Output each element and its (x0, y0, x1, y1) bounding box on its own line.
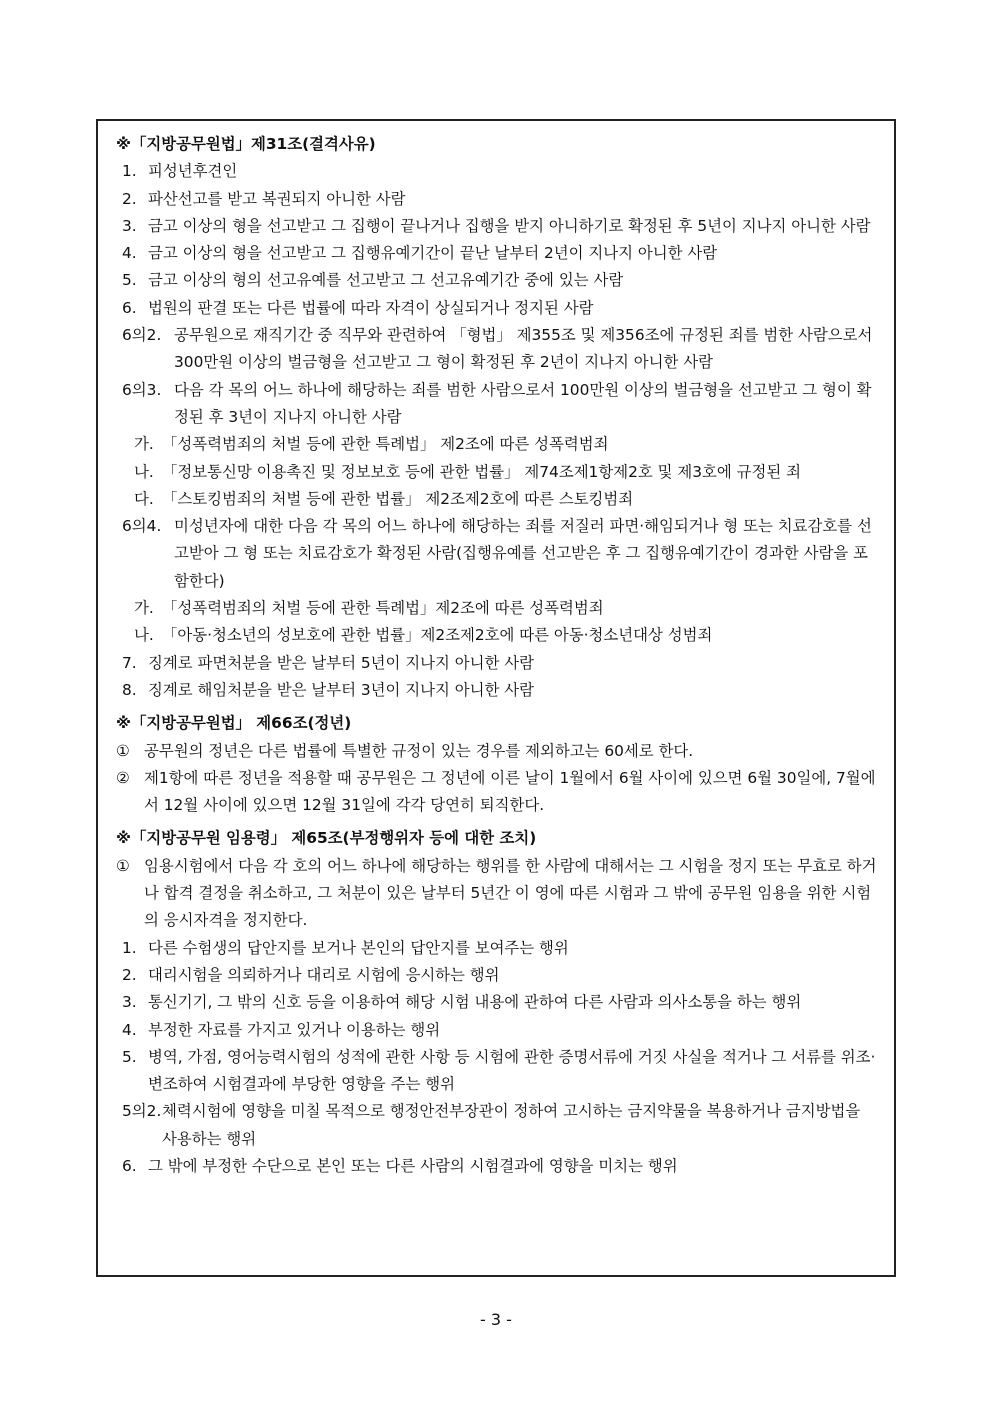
item-number: 나. (134, 626, 154, 645)
list-item (116, 738, 878, 765)
list-item (116, 1017, 878, 1044)
item-text: 다른 수험생의 답안지를 보거나 본인의 답안지를 보여주는 행위 (148, 938, 569, 957)
item-text: 금고 이상의 형의 선고유예를 선고받고 그 선고유예기간 중에 있는 사람 (148, 271, 624, 290)
item-text: 임용시험에서 다음 각 호의 어느 하나에 해당하는 행위를 한 사람에 대해서는 그 시험을 정지 또는 무효로 하거나 합격 결정을 취소하고, 그 처분이 있은 날부터 5년간 이 영에 따른 시험과 그 밖에 공무원 임용을 위한 시험의 응시자격을 정지한다. (144, 856, 877, 930)
list-item (116, 1044, 878, 1099)
item-number: 2. (122, 189, 137, 208)
item-number: 5의2. (122, 1102, 162, 1121)
law-excerpt-box (96, 119, 896, 1277)
list-item (116, 935, 878, 962)
item-number: 6의2. (122, 326, 162, 345)
item-text: 「성폭력범죄의 처벌 등에 관한 특례법」 제2조에 따른 성폭력범죄 (162, 435, 609, 454)
section-heading-decree65: ※「지방공무원 임용령」 제65조(부정행위자 등에 대한 조치) (116, 829, 537, 848)
item-text: 다음 각 목의 어느 하나에 해당하는 죄를 범한 사람으로서 100만원 이상의 벌금형을 선고받고 그 형이 확정된 후 3년이 지나지 아니한 사람 (174, 380, 872, 426)
item-text: 「성폭력범죄의 처벌 등에 관한 특례법」제2조에 따른 성폭력범죄 (162, 599, 604, 618)
item-number: 8. (122, 680, 137, 699)
list-item (116, 377, 878, 432)
item-text: 「스토킹범죄의 처벌 등에 관한 법률」 제2조제2호에 따른 스토킹범죄 (162, 489, 634, 508)
item-text: 공무원의 정년은 다른 법률에 특별한 규정이 있는 경우를 제외하고는 60세로 한다. (144, 741, 694, 760)
list-item (116, 213, 878, 240)
item-text: 「정보통신망 이용촉진 및 정보보호 등에 관한 법률」 제74조제1항제2호 및 제3호에 규정된 죄 (162, 462, 802, 481)
item-text: 금고 이상의 형을 선고받고 그 집행유예기간이 끝난 날부터 2년이 지나지 아니한 사람 (148, 244, 718, 263)
sub-list-item (116, 486, 878, 513)
list-item (116, 267, 878, 294)
item-text: 징계로 해임처분을 받은 날부터 3년이 지나지 아니한 사람 (148, 680, 534, 699)
item-text: 피성년후견인 (148, 162, 238, 181)
list-item (116, 765, 878, 820)
item-number: 6의4. (122, 517, 162, 536)
list-item (116, 677, 878, 704)
sub-list-item (116, 431, 878, 458)
item-number: 나. (134, 462, 154, 481)
item-text: 통신기기, 그 밖의 신호 등을 이용하여 해당 시험 내용에 관하여 다른 사람과 의사소통을 하는 행위 (148, 993, 802, 1012)
list-item (116, 295, 878, 322)
item-text: 그 밖에 부정한 수단으로 본인 또는 다른 사람의 시험결과에 영향을 미치는 행위 (148, 1156, 678, 1175)
list-item (116, 513, 878, 595)
item-number: 7. (122, 653, 137, 672)
list-item (116, 962, 878, 989)
item-number: 4. (122, 1020, 137, 1039)
list-item (116, 989, 878, 1016)
item-number: 가. (134, 599, 154, 618)
sub-list-item (116, 622, 878, 649)
item-text: 제1항에 따른 정년을 적용할 때 공무원은 그 정년에 이른 날이 1월에서 6월 사이에 있으면 6월 30일에, 7월에서 12월 사이에 있으면 12월 31일에 각각 당연히 퇴직한다. (144, 768, 876, 815)
item-number: 다. (134, 489, 154, 508)
item-number: 가. (134, 435, 154, 454)
item-text: 「아동·청소년의 성보호에 관한 법률」제2조제2호에 따른 아동·청소년대상 성범죄 (162, 626, 713, 645)
list-item (116, 650, 878, 677)
list-item (116, 158, 878, 185)
item-number: 6의3. (122, 380, 162, 399)
item-text: 파산선고를 받고 복권되지 아니한 사람 (148, 189, 406, 208)
item-text: 병역, 가점, 영어능력시험의 성적에 관한 사항 등 시험에 관한 증명서류에 거짓 사실을 적거나 그 서류를 위조·변조하여 시험결과에 부당한 영향을 주는 행위 (148, 1047, 876, 1094)
item-text: 대리시험을 의뢰하거나 대리로 시험에 응시하는 행위 (148, 965, 500, 984)
item-number: 3. (122, 993, 137, 1012)
item-number: 5. (122, 1047, 137, 1066)
item-text: 금고 이상의 형을 선고받고 그 집행이 끝나거나 집행을 받지 아니하기로 확정된 후 5년이 지나지 아니한 사람 (148, 216, 871, 235)
list-item (116, 1098, 878, 1153)
item-number: 2. (122, 965, 137, 984)
item-text: 미성년자에 대한 다음 각 목의 어느 하나에 해당하는 죄를 저질러 파면·해임되거나 형 또는 치료감호를 선고받아 그 형 또는 치료감호가 확정된 사람(집행유예를 선고받은 후 그 집행유예기간이 경과한 사람을 포함한다) (174, 517, 872, 590)
sub-list-item (116, 595, 878, 622)
list-item (116, 186, 878, 213)
item-number: 3. (122, 216, 137, 235)
item-number: 1. (122, 162, 137, 181)
section-heading-art31: ※「지방공무원법」제31조(결격사유) (116, 135, 376, 153)
list-item (116, 853, 878, 935)
item-number: 6. (122, 298, 137, 317)
item-text: 부정한 자료를 가지고 있거나 이용하는 행위 (148, 1020, 441, 1039)
list-item (116, 322, 878, 377)
sub-list-item (116, 459, 878, 486)
item-text: 체력시험에 영향을 미칠 목적으로 행정안전부장관이 정하여 고시하는 금지약물을 복용하거나 금지방법을 사용하는 행위 (162, 1102, 861, 1148)
page-number: - 3 - (480, 1310, 512, 1329)
item-number: ① (116, 741, 130, 760)
item-text: 징계로 파면처분을 받은 날부터 5년이 지나지 아니한 사람 (148, 653, 534, 672)
section-heading-art66: ※「지방공무원법」 제66조(정년) (116, 714, 352, 733)
item-text: 법원의 판결 또는 다른 법률에 따라 자격이 상실되거나 정지된 사람 (148, 298, 594, 317)
item-number: 1. (122, 938, 137, 957)
list-item (116, 240, 878, 267)
item-number: 4. (122, 244, 137, 263)
item-number: 5. (122, 271, 137, 290)
item-number: ② (116, 768, 130, 787)
list-item (116, 1153, 878, 1180)
item-text: 공무원으로 재직기간 중 직무와 관련하여 「형법」 제355조 및 제356조에 규정된 죄를 범한 사람으로서 300만원 이상의 벌금형을 선고받고 그 형이 확정된 후 2년이 지나지 아니한 사람 (174, 326, 873, 372)
item-number: ① (116, 856, 130, 875)
item-number: 6. (122, 1156, 137, 1175)
